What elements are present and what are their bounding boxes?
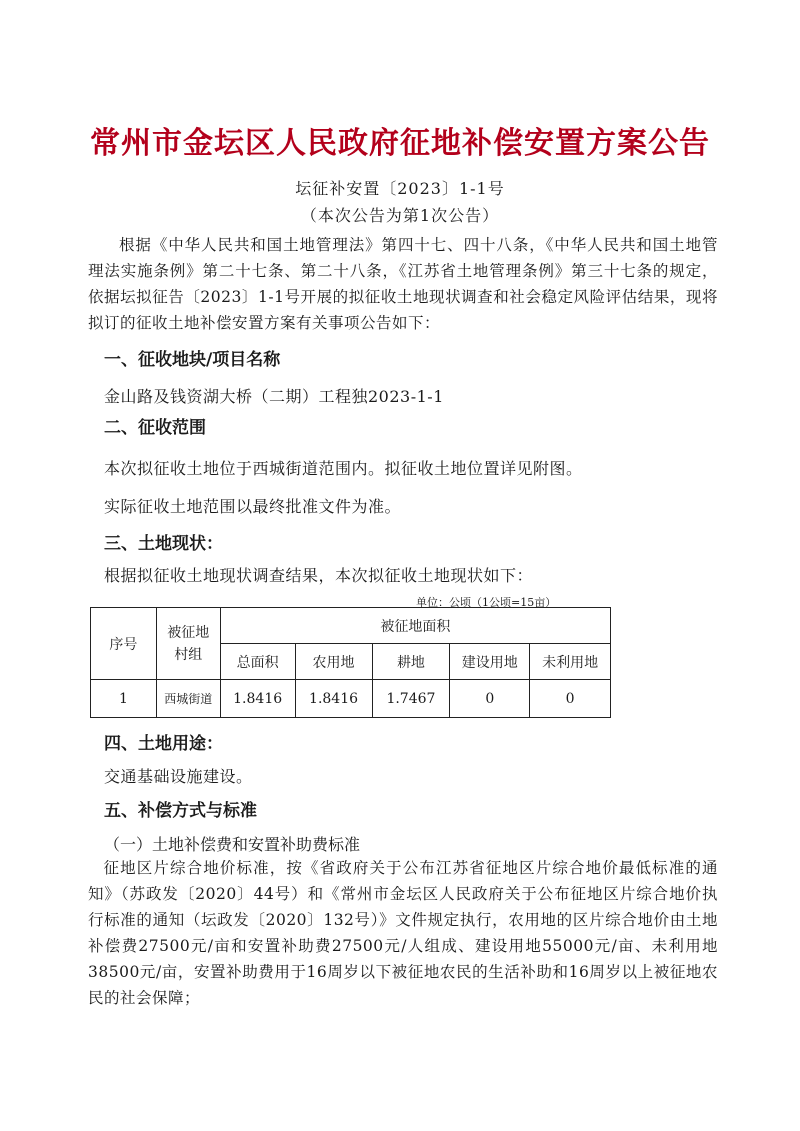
cell-village: 西城街道 [156, 680, 220, 718]
col-header-unused: 未利用地 [530, 644, 611, 680]
document-number: 坛征补安置〔2023〕1-1号 [295, 179, 505, 198]
section1-heading: 一、征收地块/项目名称 [104, 350, 281, 370]
col-header-village: 被征地村组 [156, 608, 220, 680]
cell-cultivated: 1.7467 [372, 680, 450, 718]
col-header-agricultural: 农用地 [295, 644, 372, 680]
section1-text: 金山路及钱资湖大桥（二期）工程独2023-1-1 [104, 387, 444, 406]
section5-body [88, 855, 718, 1011]
issue-note: （本次公告为第1次公告） [300, 206, 500, 225]
section5-heading: 五、补偿方式与标准 [104, 801, 257, 821]
col-header-construction: 建设用地 [450, 644, 530, 680]
section5-text: 征地区片综合地价标准，按《省政府关于公布江苏省征地区片综合地价最低标准的通知》（苏政发〔2020〕44号）和《常州市金坛区人民政府关于公布征地区片综合地价执行标准的通知（坛政发〔2020〕132号）》文件规定执行，农用地的区片综合地价由土地补偿费27500元/亩和安置补助费27500元/人组成、建设用地55000元/亩、未利用地38500元/亩，安置补助费用于16周岁以下被征地农民的生活补助和16周岁以上被征地农民的社会保障； [88, 859, 718, 1007]
intro-text: 根据《中华人民共和国土地管理法》第四十七、四十八条，《中华人民共和国土地管理法实施条例》第二十七条、第二十八条，《江苏省土地管理条例》第三十七条的规定，依据坛拟征告〔2023〕1-1号开展的拟征收土地现状调查和社会稳定风险评估结果，现将拟订的征收土地补偿安置方案有关事项公告如下： [88, 236, 718, 332]
page-title: 常州市金坛区人民政府征地补偿安置方案公告 [90, 126, 710, 161]
intro-paragraph [88, 232, 718, 336]
col-header-total: 总面积 [220, 644, 295, 680]
cell-unused: 0 [530, 680, 611, 718]
section3-text: 根据拟征收土地现状调查结果，本次拟征收土地现状如下： [104, 566, 534, 585]
land-status-table [90, 607, 611, 718]
cell-construction: 0 [450, 680, 530, 718]
cell-agricultural: 1.8416 [295, 680, 372, 718]
section2-text2: 实际征收土地范围以最终批准文件为准。 [104, 497, 402, 516]
col-header-number: 序号 [91, 608, 157, 680]
unit-note: 单位：公顷（1公顷=15亩） [416, 596, 557, 609]
section4-text: 交通基础设施建设。 [104, 767, 253, 786]
section4-heading: 四、土地用途： [104, 734, 223, 754]
table-row [91, 680, 611, 718]
cell-total: 1.8416 [220, 680, 295, 718]
cell-number: 1 [91, 680, 157, 718]
section5-subheading: （一）土地补偿费和安置补助费标准 [104, 835, 361, 854]
section2-text1: 本次拟征收土地位于西城街道范围内。拟征收土地位置详见附图。 [104, 459, 583, 478]
col-header-cultivated: 耕地 [372, 644, 450, 680]
section2-heading: 二、征收范围 [104, 418, 206, 438]
col-header-area-group: 被征地面积 [220, 608, 610, 644]
section3-heading: 三、土地现状： [104, 534, 223, 554]
